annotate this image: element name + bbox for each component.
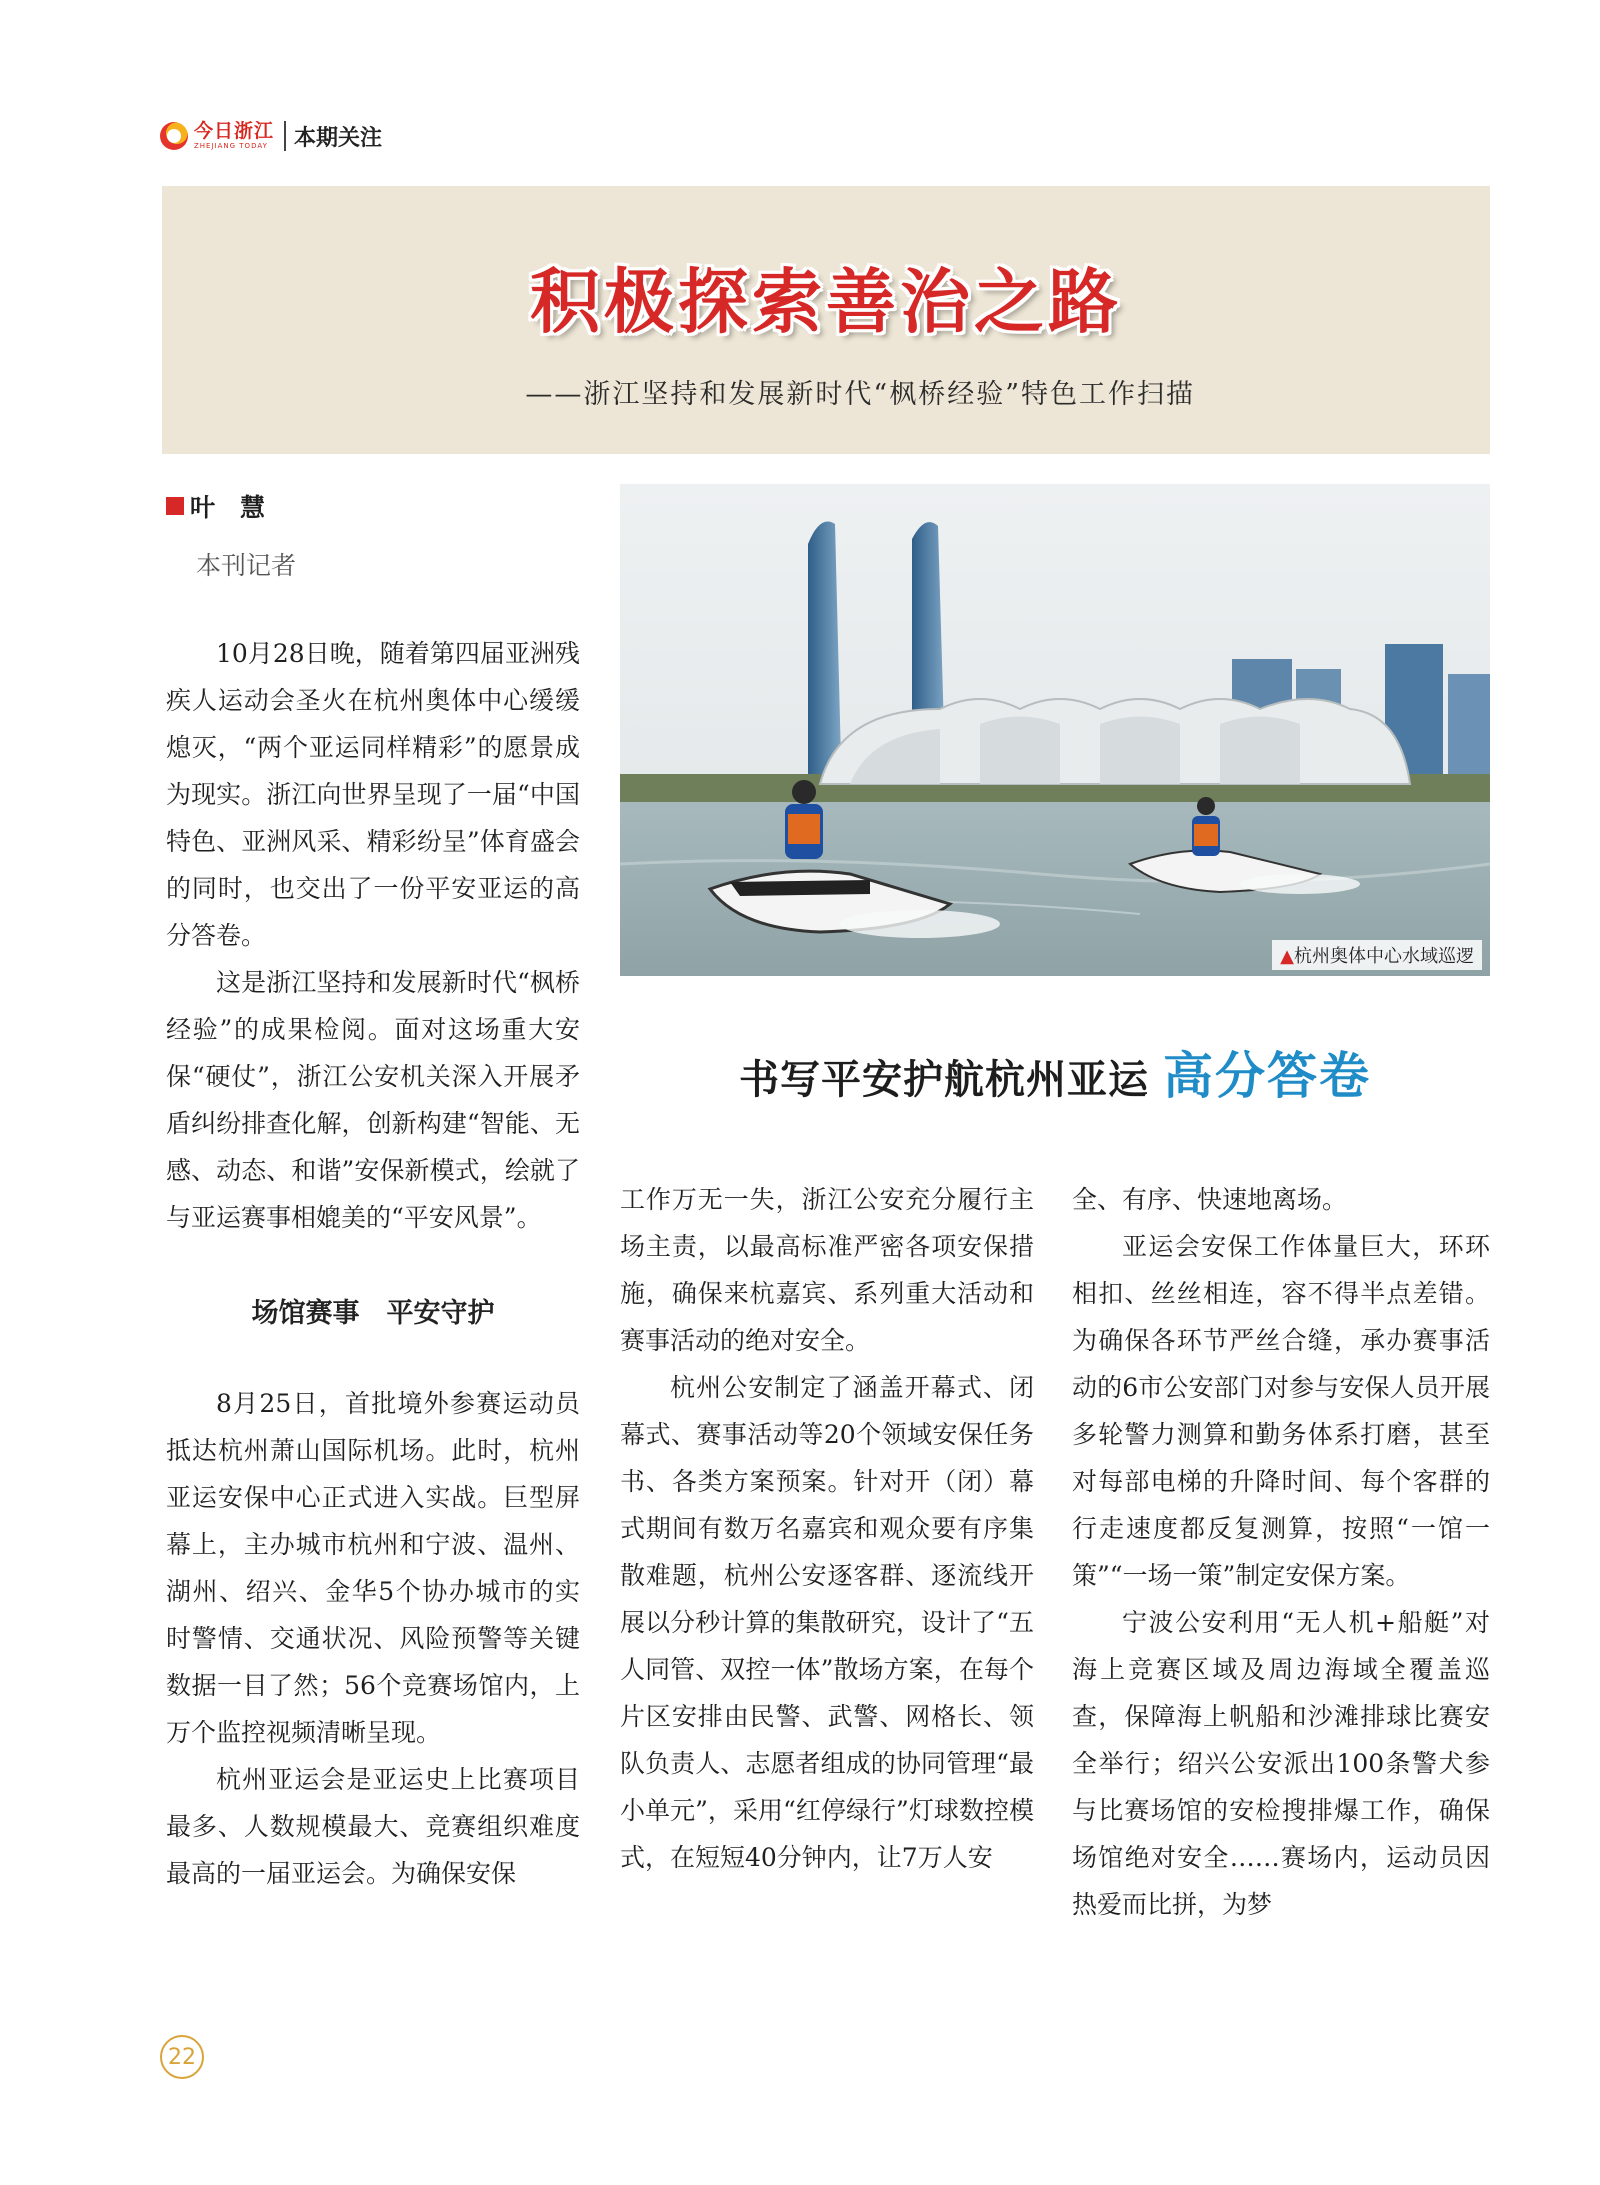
paragraph: 这是浙江坚持和发展新时代“枫桥经验”的成果检阅。面对这场重大安保“硬仗”，浙江公安机关深入开展矛盾纠纷排查化解，创新构建“智能、无感、动态、和谐”安保新模式，绘就了与亚运赛事相媲美的“平安风景”。 bbox=[166, 968, 580, 1232]
header-divider bbox=[284, 121, 286, 151]
paragraph: 全、有序、快速地离场。 bbox=[1072, 1185, 1348, 1214]
photo-caption bbox=[1272, 940, 1482, 970]
article-subtitle: ——浙江坚持和发展新时代“枫桥经验”特色工作扫描 bbox=[525, 379, 1195, 410]
triangle-icon: ▲ bbox=[1280, 946, 1294, 967]
paragraph: 杭州公安制定了涵盖开幕式、闭幕式、赛事活动等20个领域安保任务书、各类方案预案。针对开（闭）幕式期间有数万名嘉宾和观众要有序集散难题，杭州公安逐客群、逐流线开展以分秒计算的集散研究，设计了“五人同管、双控一体”散场方案，在每个片区安排由民警、武警、网格长、领队负责人、志愿者组成的协同管理“最小单元”，采用“红停绿行”灯球数控模式，在短短40分钟内，让7万人安 bbox=[620, 1373, 1034, 1872]
author-name: 叶 慧 bbox=[190, 493, 266, 522]
left-column bbox=[166, 630, 580, 1897]
logo-emblem-icon bbox=[160, 122, 188, 150]
right-column bbox=[1072, 1176, 1490, 1928]
author-role: 本刊记者 bbox=[196, 551, 297, 580]
article-photo bbox=[620, 484, 1490, 976]
paragraph: 宁波公安利用“无人机+船艇”对海上竞赛区域及周边海域全覆盖巡查，保障海上帆船和沙滩排球比赛安全举行；绍兴公安派出100条警犬参与比赛场馆的安检搜排爆工作，确保场馆绝对安全……赛场内，运动员因热爱而比拼，为梦 bbox=[1072, 1608, 1490, 1919]
article-title: 积极探索善治之路 bbox=[530, 261, 1122, 343]
red-square-icon bbox=[166, 497, 184, 515]
subsection-heading: 场馆赛事 平安守护 bbox=[251, 1298, 495, 1329]
photo-caption-text: 杭州奥体中心水域巡逻 bbox=[1294, 946, 1474, 967]
paragraph: 亚运会安保工作体量巨大，环环相扣、丝丝相连，容不得半点差错。为确保各环节严丝合缝，承办赛事活动的6市公安部门对参与安保人员开展多轮警力测算和勤务体系打磨，甚至对每部电梯的升降时间、每个客群的行走速度都反复测算，按照“一馆一策”“一场一策”制定安保方案。 bbox=[1072, 1232, 1490, 1590]
title-banner bbox=[162, 186, 1490, 454]
section-heading-accent: 高分答卷 bbox=[1163, 1047, 1371, 1105]
section-heading bbox=[620, 1036, 1490, 1108]
middle-column bbox=[620, 1176, 1034, 1881]
paragraph: 杭州亚运会是亚运史上比赛项目最多、人数规模最大、竞赛组织难度最高的一届亚运会。为确保安保 bbox=[166, 1765, 580, 1888]
logo-title: 今日浙江 bbox=[194, 120, 275, 142]
page-number: 22 bbox=[160, 2035, 204, 2079]
paragraph: 工作万无一失，浙江公安充分履行主场主责，以最高标准严密各项安保措施，确保来杭嘉宾、系列重大活动和赛事活动的绝对安全。 bbox=[620, 1185, 1034, 1355]
author-name-row bbox=[166, 488, 296, 524]
byline bbox=[166, 488, 296, 582]
section-heading-main: 书写平安护航杭州亚运 bbox=[739, 1056, 1149, 1103]
paragraph: 8月25日，首批境外参赛运动员抵达杭州萧山国际机场。此时，杭州亚运安保中心正式进入实战。巨型屏幕上，主办城市杭州和宁波、温州、湖州、绍兴、金华5个协办城市的实时警情、交通状况、风险预警等关键数据一目了然；56个竞赛场馆内，上万个监控视频清晰呈现。 bbox=[166, 1389, 580, 1747]
magazine-logo bbox=[160, 122, 274, 150]
magazine-header bbox=[160, 118, 382, 154]
stadium-jetski-illustration bbox=[620, 484, 1490, 976]
paragraph: 10月28日晚，随着第四届亚洲残疾人运动会圣火在杭州奥体中心缓缓熄灭，“两个亚运同样精彩”的愿景成为现实。浙江向世界呈现了一届“中国特色、亚洲风采、精彩纷呈”体育盛会的同时，也交出了一份平安亚运的高分答卷。 bbox=[166, 639, 580, 950]
section-name: 本期关注 bbox=[294, 125, 383, 151]
logo-subtitle: ZHEJIANG TODAY bbox=[194, 142, 268, 150]
